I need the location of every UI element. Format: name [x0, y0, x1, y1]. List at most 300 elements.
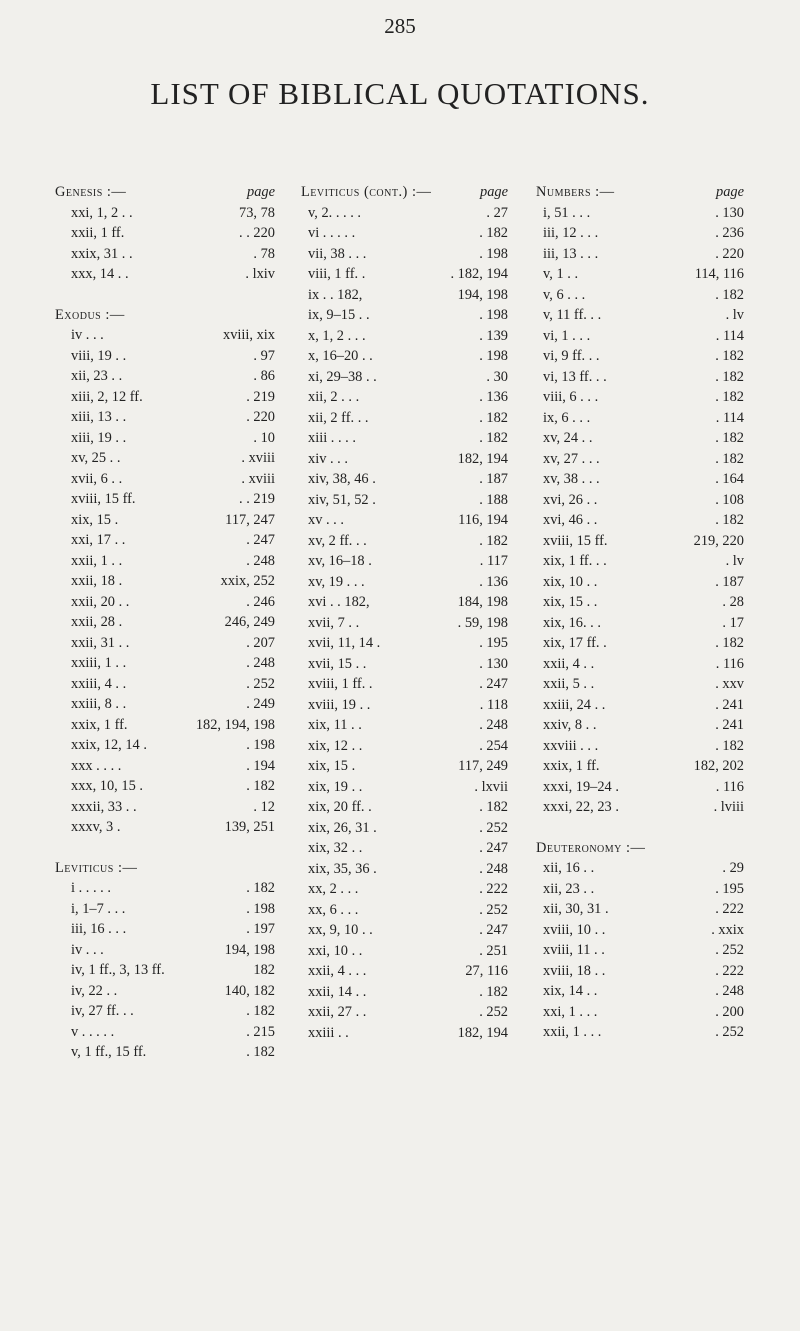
quotation-entry: [536, 244, 744, 265]
verse-reference: xiii, 13 . .: [71, 409, 127, 425]
quotation-entry: [301, 346, 508, 367]
verse-reference: iv, 22 . .: [71, 982, 118, 999]
page-reference: . 182: [715, 512, 744, 528]
page-reference: xviii, xix: [223, 327, 275, 343]
verse-reference: xiv, 51, 52 .: [308, 491, 376, 508]
quotation-entry: [55, 592, 275, 613]
verse-reference: xxii, 1 . . .: [543, 1024, 602, 1040]
page-reference: . 116: [715, 655, 744, 672]
quotation-entry: [55, 489, 275, 510]
quotation-entry: [301, 531, 508, 552]
book-name: Exodus :—: [55, 306, 125, 323]
page-reference: . 59, 198: [457, 614, 508, 631]
page-reference: . 114: [715, 327, 744, 344]
page-reference: . 252: [479, 901, 508, 918]
verse-reference: xxix, 1 ff.: [543, 758, 600, 774]
page-reference: . 182: [479, 983, 508, 1000]
quotation-entry: [301, 449, 508, 470]
verse-reference: i, 1–7 . . .: [71, 900, 126, 917]
verse-reference: xiv, 38, 46 .: [308, 471, 376, 487]
verse-reference: i, 51 . . .: [543, 204, 591, 221]
verse-reference: xxiii, 1 . .: [71, 655, 127, 671]
verse-reference: xvii, 11, 14 .: [308, 635, 381, 651]
verse-reference: xix, 19 . .: [308, 778, 363, 795]
quotation-entry: [55, 878, 275, 899]
quotation-entry: [301, 654, 508, 675]
page-reference: . 182: [479, 430, 508, 446]
page-reference: . 236: [715, 225, 744, 241]
page-reference: . 197: [246, 921, 275, 937]
page-reference: . 198: [246, 900, 275, 917]
verse-reference: x, 16–20 . .: [308, 348, 373, 364]
verse-reference: xxi, 1, 2 . .: [71, 204, 133, 221]
verse-reference: v, 6 . . .: [543, 286, 586, 303]
quotation-entry: [301, 264, 508, 285]
quotation-entry: [536, 879, 744, 900]
quotation-entry: [55, 1042, 275, 1063]
page-reference: . 251: [479, 942, 508, 959]
verse-reference: xii, 16 . .: [543, 860, 595, 876]
page-reference: . 188: [479, 491, 508, 508]
section-gap: [55, 838, 275, 858]
page-reference: . 118: [479, 696, 508, 713]
page-reference: . 241: [715, 717, 744, 733]
page-reference: . 136: [479, 389, 508, 405]
verse-reference: xiv . . .: [308, 450, 348, 467]
quotation-entry: [536, 346, 744, 367]
quotation-entry: [301, 695, 508, 716]
verse-reference: vi, 9 ff. . .: [543, 348, 600, 364]
verse-reference: viii, 6 . . .: [543, 389, 599, 405]
page-reference: . 200: [715, 1003, 744, 1020]
page-reference: . 222: [715, 901, 744, 917]
quotation-entry: [536, 428, 744, 449]
quotation-entry: [301, 756, 508, 777]
quotation-entry: [301, 674, 508, 695]
verse-reference: xix, 26, 31 .: [308, 819, 377, 836]
quotation-entry: [301, 982, 508, 1003]
page-number: 285: [384, 14, 416, 38]
verse-reference: xix, 15 .: [308, 758, 356, 774]
page-reference: . xxix: [711, 921, 744, 938]
quotation-entry: [55, 633, 275, 654]
page-reference: . 27: [486, 204, 508, 221]
page-reference: . 182: [246, 880, 275, 896]
quotation-entry: [55, 551, 275, 572]
page-reference: . 222: [715, 962, 744, 979]
page-reference: . 182: [715, 348, 744, 364]
page-reference: . 182: [246, 1044, 275, 1060]
quotation-entry: [536, 490, 744, 511]
quotation-entry: [536, 899, 744, 920]
quotation-entry: [301, 510, 508, 531]
page-reference: . 136: [479, 573, 508, 590]
book-name: Numbers :—: [536, 184, 615, 200]
quotation-entry: [301, 1002, 508, 1023]
verse-reference: xxii, 4 . . .: [308, 963, 367, 979]
verse-reference: v, 1 . .: [543, 266, 579, 282]
quotation-entry: [301, 818, 508, 839]
quotation-entry: [536, 920, 744, 941]
verse-reference: xviii, 15 ff.: [71, 491, 136, 507]
page-reference: 182, 194: [457, 1024, 508, 1041]
quotation-entry: [536, 961, 744, 982]
page-reference: . 254: [479, 737, 508, 754]
verse-reference: xx, 2 . . .: [308, 881, 359, 897]
verse-reference: v, 2. . . . .: [308, 204, 362, 221]
quotation-entry: [301, 408, 508, 429]
quotation-entry: [301, 920, 508, 941]
quotation-entry: [55, 244, 275, 265]
page-reference: 246, 249: [224, 614, 275, 630]
quotation-entry: [301, 469, 508, 490]
verse-reference: xix, 12 . .: [308, 737, 363, 754]
book-name: Leviticus :—: [55, 859, 138, 876]
page-reference: . 248: [479, 860, 508, 877]
page-reference: . 139: [479, 327, 508, 344]
quotation-entry: [301, 838, 508, 859]
verse-reference: iv, 27 ff. . .: [71, 1003, 134, 1019]
verse-reference: xi, 29–38 . .: [308, 368, 377, 385]
verse-reference: xix, 17 ff. .: [543, 635, 607, 651]
quotation-entry: [55, 940, 275, 961]
verse-reference: iii, 13 . . .: [543, 245, 599, 262]
page-reference: . xxv: [715, 676, 744, 692]
page-reference: . 187: [715, 573, 744, 590]
page-reference: . 130: [715, 204, 744, 221]
quotation-entry: [55, 428, 275, 449]
verse-reference: xii, 2 . . .: [308, 389, 360, 405]
quotation-entry: [301, 203, 508, 224]
quotation-entry: [301, 961, 508, 982]
verse-reference: xxxv, 3 .: [71, 819, 121, 835]
quotation-entry: [536, 736, 744, 757]
verse-reference: xii, 23 . .: [543, 880, 595, 897]
verse-reference: xii, 2 ff. . .: [308, 409, 369, 426]
page-reference: . . 219: [239, 491, 275, 507]
page-reference: . . 220: [239, 225, 275, 241]
quotation-entry: [301, 551, 508, 572]
page-reference: 116, 194: [458, 512, 508, 528]
verse-reference: xxii, 18 .: [71, 573, 123, 589]
quotation-entry: [536, 613, 744, 634]
verse-reference: xxiii, 24 . .: [543, 696, 606, 713]
book-heading: [55, 182, 275, 203]
book-heading: [536, 838, 744, 859]
quotation-entry: [301, 613, 508, 634]
quotation-entry: [55, 797, 275, 818]
verse-reference: xix, 16. . .: [543, 614, 601, 631]
page-reference: . 182: [715, 635, 744, 651]
verse-reference: xxii, 4 . .: [543, 655, 595, 672]
verse-reference: xviii, 10 . .: [543, 921, 606, 938]
quotation-entry: [536, 223, 744, 244]
quotation-entry: [55, 960, 275, 981]
quotation-entry: [55, 715, 275, 736]
verse-reference: xxiii, 8 . .: [71, 696, 127, 712]
verse-reference: xix, 32 . .: [308, 840, 363, 856]
page-reference: . lviii: [713, 799, 744, 815]
book-name: Genesis :—: [55, 184, 127, 200]
verse-reference: ix, 6 . . .: [543, 409, 591, 426]
verse-reference: xvi, 26 . .: [543, 491, 598, 508]
page-reference: . 182: [479, 225, 508, 241]
quotation-entry: [55, 387, 275, 408]
quotation-entry: [301, 326, 508, 347]
quotation-entry: [301, 367, 508, 388]
quotation-entry: [55, 981, 275, 1002]
page-reference: 194, 198: [224, 941, 275, 958]
quotation-entry: [536, 1022, 744, 1043]
verse-reference: xxix, 12, 14 .: [71, 737, 147, 753]
quotation-entry: [301, 633, 508, 654]
verse-reference: xxix, 31 . .: [71, 245, 133, 262]
page-reference: . 116: [715, 778, 744, 795]
page-reference: . 182: [479, 409, 508, 426]
quotation-entry: [55, 510, 275, 531]
verse-reference: ix, 9–15 . .: [308, 307, 370, 323]
verse-reference: xix, 20 ff. .: [308, 799, 372, 815]
quotation-entry: [301, 305, 508, 326]
verse-reference: vi, 13 ff. . .: [543, 368, 607, 385]
quotation-entry: [55, 1001, 275, 1022]
page-column-heading: page: [716, 184, 744, 200]
verse-reference: vi . . . . .: [308, 225, 356, 241]
page-reference: . 195: [479, 635, 508, 651]
verse-reference: xiii . . . .: [308, 430, 356, 446]
verse-reference: xv, 2 ff. . .: [308, 532, 367, 549]
verse-reference: v . . . . .: [71, 1023, 115, 1040]
verse-reference: xxix, 1 ff.: [71, 716, 128, 733]
book-name: Leviticus (cont.) :—: [301, 184, 432, 200]
page-reference: 182, 194: [457, 450, 508, 467]
page-reference: 114, 116: [694, 266, 744, 282]
verse-reference: xxii, 31 . .: [71, 634, 130, 651]
page-reference: . lv: [725, 553, 744, 569]
quotation-entry: [536, 551, 744, 572]
quotation-entry: [301, 797, 508, 818]
page-reference: . xviii: [241, 450, 275, 466]
verse-reference: xv, 16–18 .: [308, 553, 372, 569]
page-reference: . lxvii: [474, 778, 508, 795]
page-reference: . 198: [479, 348, 508, 364]
quotation-entry: [301, 859, 508, 880]
verse-reference: xx, 6 . . .: [308, 901, 359, 918]
page-reference: . 198: [479, 307, 508, 323]
quotation-entry: [301, 428, 508, 449]
page-reference: . 215: [246, 1023, 275, 1040]
page-reference: xxix, 252: [220, 573, 275, 589]
verse-reference: iv . . .: [71, 941, 104, 958]
verse-reference: xxii, 27 . .: [308, 1004, 367, 1020]
verse-reference: xv, 27 . . .: [543, 450, 600, 467]
quotation-entry: [536, 633, 744, 654]
page-reference: . 182: [479, 799, 508, 815]
page-reference: 140, 182: [224, 982, 275, 999]
section-gap: [536, 818, 744, 838]
quotation-entry: [536, 674, 744, 695]
quotation-entry: [55, 264, 275, 285]
section-gap: [55, 285, 275, 305]
book-heading: [55, 858, 275, 879]
verse-reference: xvi . . 182,: [308, 594, 370, 610]
quotation-entry: [55, 919, 275, 940]
page-reference: 73, 78: [239, 204, 275, 221]
page-reference: . lxiv: [245, 266, 275, 282]
verse-reference: xix, 11 . .: [308, 717, 362, 733]
quotation-entry: [536, 858, 744, 879]
book-heading: [536, 182, 744, 203]
verse-reference: v, 11 ff. . .: [543, 307, 602, 323]
page-reference: . 182: [715, 737, 744, 754]
verse-reference: xix, 15 .: [71, 511, 119, 528]
page-reference: . 86: [253, 368, 275, 384]
quotation-entry: [301, 941, 508, 962]
page-reference: . 248: [246, 552, 275, 569]
quotation-entry: [536, 387, 744, 408]
quotation-entry: [55, 325, 275, 346]
verse-reference: vi, 1 . . .: [543, 327, 591, 344]
quotation-entry: [301, 715, 508, 736]
page-reference: . 182, 194: [450, 266, 508, 282]
quotation-entry: [55, 899, 275, 920]
quotation-entry: [301, 736, 508, 757]
quotation-entry: [536, 408, 744, 429]
book-heading: [55, 305, 275, 326]
quotation-entry: [55, 694, 275, 715]
quotation-entry: [55, 756, 275, 777]
page-reference: . 252: [715, 942, 744, 958]
page-title: LIST OF BIBLICAL QUOTATIONS.: [150, 76, 650, 111]
page-reference: . 249: [246, 696, 275, 712]
page-reference: . 28: [722, 594, 744, 610]
verse-reference: xv . . .: [308, 512, 344, 528]
page-reference: . 248: [246, 655, 275, 671]
page-reference: . 194: [246, 757, 275, 774]
page-reference: . 248: [715, 983, 744, 999]
quotation-entry: [536, 981, 744, 1002]
book-name: Deuteronomy :—: [536, 839, 646, 856]
page-column-heading: page: [247, 184, 275, 200]
verse-reference: xviii, 11 . .: [543, 942, 605, 958]
verse-reference: xiii, 19 . .: [71, 429, 127, 446]
quotation-entry: [536, 264, 744, 285]
verse-reference: xvi, 46 . .: [543, 512, 598, 528]
verse-reference: xii, 23 . .: [71, 368, 123, 384]
page-reference: . 220: [246, 409, 275, 425]
verse-reference: iii, 16 . . .: [71, 921, 127, 937]
verse-reference: xix, 14 . .: [543, 983, 598, 999]
quotation-entry: [536, 777, 744, 798]
verse-reference: xviii, 18 . .: [543, 962, 606, 979]
quotation-entry: [301, 572, 508, 593]
quotation-entry: [55, 203, 275, 224]
page-reference: . 252: [715, 1024, 744, 1040]
quotation-entry: [301, 490, 508, 511]
quotation-entry: [55, 346, 275, 367]
page-reference: . 247: [479, 840, 508, 856]
page-reference: . 164: [715, 471, 744, 487]
verse-reference: xiii, 2, 12 ff.: [71, 388, 143, 405]
verse-reference: i . . . . .: [71, 880, 111, 896]
quotation-entry: [55, 674, 275, 695]
verse-reference: xix, 10 . .: [543, 573, 598, 590]
quotation-entry: [55, 448, 275, 469]
verse-reference: xxiii . .: [308, 1024, 349, 1041]
verse-reference: xxi, 1 . . .: [543, 1003, 598, 1020]
page-reference: . 187: [479, 471, 508, 487]
page-reference: . 182: [246, 1003, 275, 1019]
page-reference: . 108: [715, 491, 744, 508]
quotation-entry: [536, 305, 744, 326]
page-column-heading: page: [480, 184, 508, 200]
page-reference: . 117: [479, 553, 508, 569]
verse-reference: x, 1, 2 . . .: [308, 327, 366, 344]
page-reference: . 219: [246, 388, 275, 405]
verse-reference: xxii, 28 .: [71, 614, 123, 630]
quotation-entry: [536, 285, 744, 306]
verse-reference: xv, 25 . .: [71, 450, 121, 466]
quotation-entry: [536, 531, 744, 552]
quotation-entry: [55, 530, 275, 551]
index-column-3: [536, 182, 744, 1043]
page-reference: 27, 116: [465, 963, 508, 979]
page-reference: . 182: [715, 430, 744, 446]
page-reference: . 130: [479, 655, 508, 672]
quotation-entry: [536, 203, 744, 224]
page-reference: 182, 194, 198: [195, 716, 275, 733]
quotation-entry: [536, 695, 744, 716]
verse-reference: xxxi, 22, 23 .: [543, 799, 619, 815]
quotation-entry: [55, 407, 275, 428]
page-reference: . 114: [715, 409, 744, 426]
page-reference: . 195: [715, 880, 744, 897]
verse-reference: xix, 1 ff. . .: [543, 553, 607, 569]
quotation-entry: [536, 449, 744, 470]
quotation-entry: [536, 469, 744, 490]
quotation-entry: [536, 940, 744, 961]
page-reference: . 198: [479, 245, 508, 262]
verse-reference: xxx . . . .: [71, 757, 122, 774]
quotation-entry: [301, 592, 508, 613]
page-reference: . 182: [715, 286, 744, 303]
page-reference: . 198: [246, 737, 275, 753]
quotation-entry: [536, 510, 744, 531]
quotation-entry: [55, 653, 275, 674]
quotation-entry: [301, 1023, 508, 1044]
page-reference: . 247: [479, 922, 508, 938]
page-reference: . 12: [253, 798, 275, 815]
page-reference: . 97: [253, 347, 275, 364]
verse-reference: xxiv, 8 . .: [543, 717, 597, 733]
quotation-entry: [536, 326, 744, 347]
quotation-entry: [55, 776, 275, 797]
page-reference: . 17: [722, 614, 744, 631]
quotation-entry: [55, 469, 275, 490]
verse-reference: xvii, 7 . .: [308, 614, 360, 631]
verse-reference: xvii, 15 . .: [308, 655, 367, 672]
page-reference: . 241: [715, 696, 744, 713]
page-reference: . 247: [246, 532, 275, 548]
verse-reference: xxi, 10 . .: [308, 942, 363, 959]
verse-reference: xxx, 10, 15 .: [71, 778, 143, 794]
verse-reference: ix . . 182,: [308, 286, 363, 303]
page-reference: 219, 220: [693, 532, 744, 549]
index-column-2: [301, 182, 508, 1043]
quotation-entry: [301, 777, 508, 798]
page-reference: . 248: [479, 717, 508, 733]
page-reference: . 252: [479, 1004, 508, 1020]
